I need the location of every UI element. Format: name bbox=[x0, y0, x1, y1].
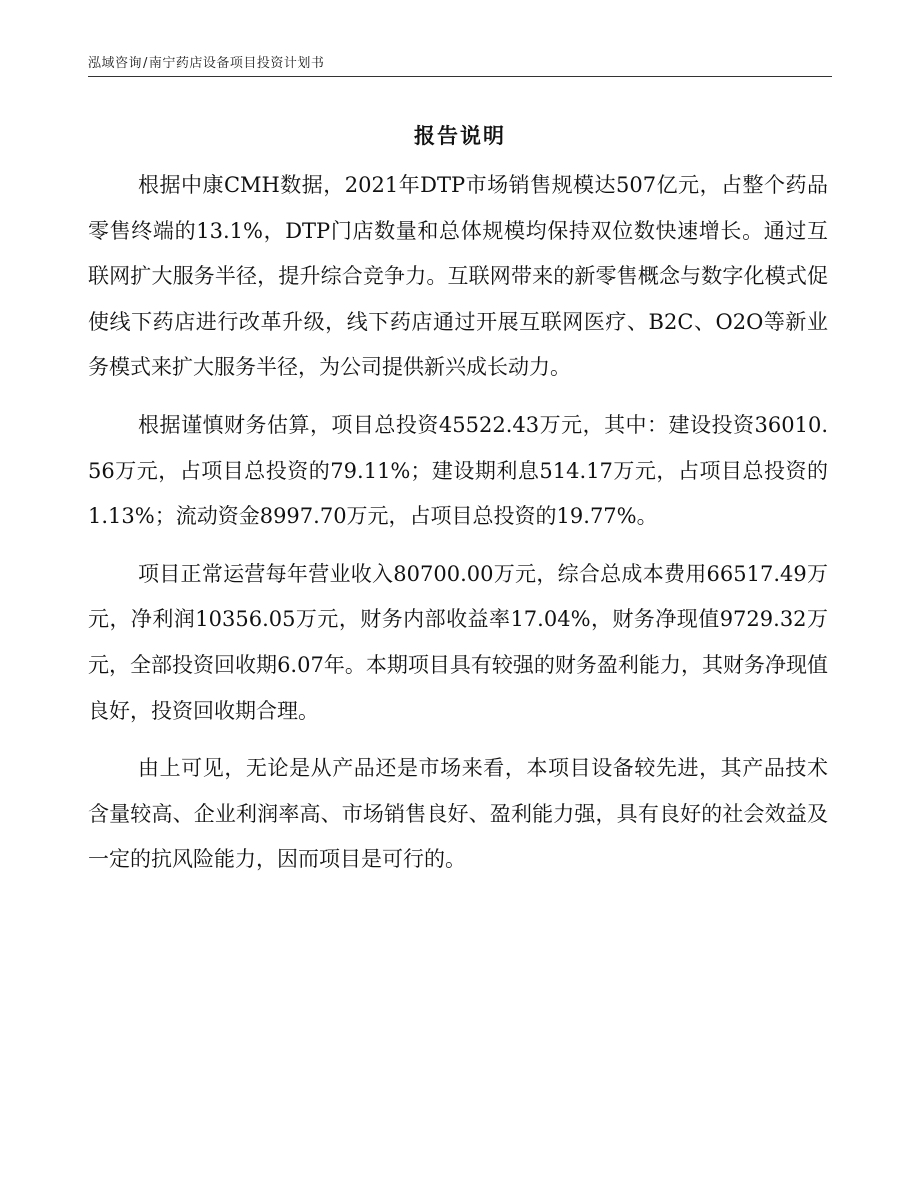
paragraph-financials: 项目正常运营每年营业收入80700.00万元，综合总成本费用66517.49万元，净利润10356.05万元，财务内部收益率17.04%，财务净现值9729.32万元，全部投资回收期6.07年。本期项目具有较强的财务盈利能力，其财务净现值良好，投资回收期合理。 bbox=[88, 561, 828, 723]
paragraph-investment: 根据谨慎财务估算，项目总投资45522.43万元，其中：建设投资36010.56万元，占项目总投资的79.11%；建设期利息514.17万元，占项目总投资的1.13%；流动资金8997.70万元，占项目总投资的19.77%。 bbox=[88, 412, 828, 529]
paragraph-market: 根据中康CMH数据，2021年DTP市场销售规模达507亿元，占整个药品零售终端的13.1%，DTP门店数量和总体规模均保持双位数快速增长。通过互联网扩大服务半径，提升综合竞争力。互联网带来的新零售概念与数字化模式促使线下药店进行改革升级，线下药店通过开展互联网医疗、B2C、O2O等新业务模式来扩大服务半径，为公司提供新兴成长动力。 bbox=[88, 173, 828, 380]
header-document-title: 南宁药店设备项目投资计划书 bbox=[148, 56, 325, 71]
page-title: 报告说明 bbox=[414, 123, 506, 148]
page-header bbox=[88, 52, 324, 71]
paragraph-conclusion: 由上可见，无论是从产品还是市场来看，本项目设备较先进，其产品技术含量较高、企业利润率高、市场销售良好、盈利能力强，具有良好的社会效益及一定的抗风险能力，因而项目是可行的。 bbox=[88, 756, 828, 872]
header-rule bbox=[88, 76, 832, 77]
header-company: 泓域咨询 bbox=[88, 56, 143, 71]
header-separator: / bbox=[143, 56, 148, 71]
report-body bbox=[88, 163, 828, 895]
